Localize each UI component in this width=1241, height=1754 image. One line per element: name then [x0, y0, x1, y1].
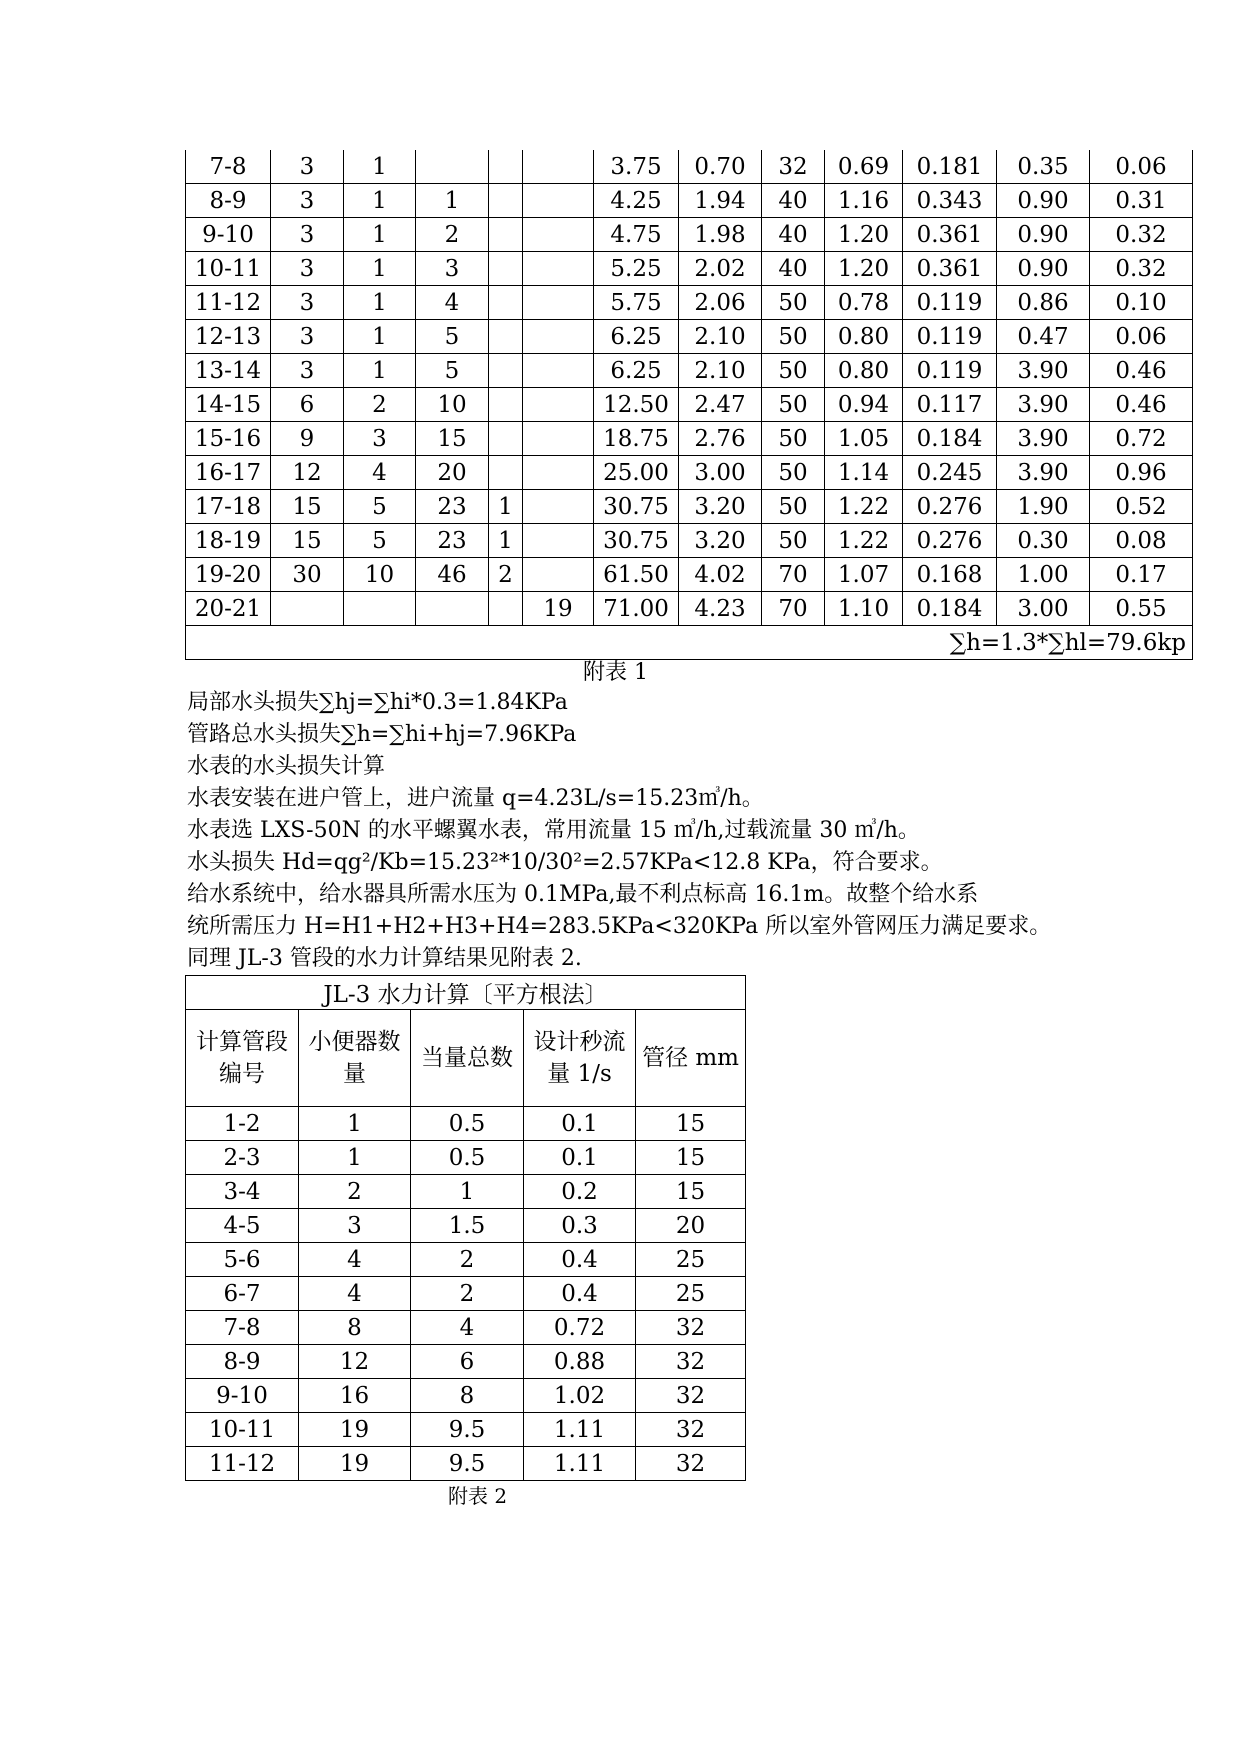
- table-cell: 3.90: [997, 354, 1090, 388]
- table-cell: 3.00: [679, 456, 762, 490]
- table-cell: 5: [416, 354, 489, 388]
- table-cell: [416, 150, 489, 184]
- table-cell: [489, 150, 523, 184]
- table-cell: 13-14: [186, 354, 271, 388]
- table-cell: 10-11: [186, 1413, 299, 1447]
- text-line: 局部水头损失∑hj=∑hi*0.3=1.84KPa: [187, 690, 568, 715]
- table-cell: 1: [299, 1141, 411, 1175]
- table-cell: 0.119: [903, 286, 997, 320]
- table-cell: 4: [416, 286, 489, 320]
- table-cell: 20-21: [186, 592, 271, 626]
- table-cell: 0.181: [903, 150, 997, 184]
- table-cell: 4: [299, 1243, 411, 1277]
- table-cell: 3.00: [997, 592, 1090, 626]
- sum-cell: ∑h=1.3*∑hl=79.6kp: [186, 626, 1193, 660]
- table-cell: [271, 592, 344, 626]
- table-cell: 0.90: [997, 218, 1090, 252]
- table-cell: 6: [271, 388, 344, 422]
- table-cell: 1.90: [997, 490, 1090, 524]
- table-cell: 2: [411, 1277, 524, 1311]
- table-cell: 9: [271, 422, 344, 456]
- table-cell: 12.50: [594, 388, 679, 422]
- table-row: [186, 1345, 746, 1379]
- table-cell: 1: [411, 1175, 524, 1209]
- table-cell: 50: [762, 524, 825, 558]
- table-row: [186, 456, 1193, 490]
- table-cell: 2.47: [679, 388, 762, 422]
- table-cell: 1: [344, 184, 416, 218]
- table-cell: 5.25: [594, 252, 679, 286]
- table-cell: 15: [271, 490, 344, 524]
- table-cell: 10-11: [186, 252, 271, 286]
- table-1-body: [186, 150, 1193, 660]
- table-cell: 0.80: [825, 320, 903, 354]
- text-line: 水表安装在进户管上，进户流量 q=4.23L/s=15.23㎥/h。: [187, 786, 764, 811]
- table-cell: 20: [636, 1209, 746, 1243]
- table-cell: 0.31: [1090, 184, 1193, 218]
- table-cell: 19: [299, 1413, 411, 1447]
- table-cell: 10: [344, 558, 416, 592]
- table-cell: 2.10: [679, 354, 762, 388]
- table-cell: 1: [344, 218, 416, 252]
- table-cell: [489, 252, 523, 286]
- table-cell: 9-10: [186, 218, 271, 252]
- table-row: [186, 1413, 746, 1447]
- table-cell: [523, 558, 594, 592]
- table-cell: 0.5: [411, 1141, 524, 1175]
- table-cell: 0.52: [1090, 490, 1193, 524]
- table-row: [186, 354, 1193, 388]
- table-cell: [344, 592, 416, 626]
- table-cell: 32: [636, 1345, 746, 1379]
- table-row: [186, 1141, 746, 1175]
- table-row: [186, 1447, 746, 1481]
- table-cell: 70: [762, 558, 825, 592]
- table-cell: 0.90: [997, 184, 1090, 218]
- table-2-body: [186, 976, 746, 1481]
- table-cell: 0.119: [903, 354, 997, 388]
- table-cell: 6.25: [594, 354, 679, 388]
- table-cell: [416, 592, 489, 626]
- table-cell: 14-15: [186, 388, 271, 422]
- table-cell: 2: [416, 218, 489, 252]
- table-cell: 0.119: [903, 320, 997, 354]
- table-cell: 15-16: [186, 422, 271, 456]
- table-cell: 50: [762, 422, 825, 456]
- table-cell: 11-12: [186, 1447, 299, 1481]
- table-cell: 23: [416, 490, 489, 524]
- table-cell: 3: [344, 422, 416, 456]
- table-cell: [489, 320, 523, 354]
- table-cell: [523, 218, 594, 252]
- table-cell: 0.86: [997, 286, 1090, 320]
- table-cell: 3: [299, 1209, 411, 1243]
- table-cell: 0.343: [903, 184, 997, 218]
- table-cell: [489, 184, 523, 218]
- table-cell: 1.94: [679, 184, 762, 218]
- table-cell: 18-19: [186, 524, 271, 558]
- table-cell: 0.276: [903, 490, 997, 524]
- table-cell: 4-5: [186, 1209, 299, 1243]
- table-cell: [489, 592, 523, 626]
- table-row: [186, 1379, 746, 1413]
- text-line: 管路总水头损失∑h=∑hi+hj=7.96KPa: [187, 722, 577, 747]
- table-row: [186, 1175, 746, 1209]
- table-cell: 2: [299, 1175, 411, 1209]
- table-2-title: JL-3 水力计算〔平方根法〕: [186, 976, 746, 1010]
- table-cell: 1: [416, 184, 489, 218]
- table-cell: 0.276: [903, 524, 997, 558]
- table-cell: 0.06: [1090, 150, 1193, 184]
- table-row: [186, 150, 1193, 184]
- table-cell: 3: [271, 150, 344, 184]
- table-cell: 6: [411, 1345, 524, 1379]
- table-cell: 0.46: [1090, 354, 1193, 388]
- table-cell: 3-4: [186, 1175, 299, 1209]
- table-cell: 0.4: [524, 1243, 636, 1277]
- table-cell: [523, 286, 594, 320]
- table-cell: 3: [271, 184, 344, 218]
- table-cell: 1-2: [186, 1107, 299, 1141]
- table-cell: 0.72: [524, 1311, 636, 1345]
- table-cell: 8: [299, 1311, 411, 1345]
- table-cell: 30.75: [594, 524, 679, 558]
- table-cell: 15: [271, 524, 344, 558]
- table-cell: 1.07: [825, 558, 903, 592]
- table-cell: 9.5: [411, 1413, 524, 1447]
- table-cell: [523, 456, 594, 490]
- table-cell: 0.168: [903, 558, 997, 592]
- table-cell: 0.80: [825, 354, 903, 388]
- table-cell: 11-12: [186, 286, 271, 320]
- table-cell: 20: [416, 456, 489, 490]
- table-cell: 5-6: [186, 1243, 299, 1277]
- table-row: [186, 1311, 746, 1345]
- table-cell: 1.02: [524, 1379, 636, 1413]
- table-cell: 0.1: [524, 1141, 636, 1175]
- table-cell: 2.10: [679, 320, 762, 354]
- table-cell: 3: [271, 320, 344, 354]
- table-2-caption: 附表 2: [448, 1484, 508, 1508]
- table-cell: 3.90: [997, 388, 1090, 422]
- table-cell: 0.2: [524, 1175, 636, 1209]
- table-cell: 0.46: [1090, 388, 1193, 422]
- table-cell: 1.05: [825, 422, 903, 456]
- table-cell: 12: [299, 1345, 411, 1379]
- table-cell: 3: [271, 286, 344, 320]
- table-cell: 25: [636, 1243, 746, 1277]
- table-cell: [523, 320, 594, 354]
- header-urinal-count: 小便器数量: [299, 1010, 411, 1107]
- table-cell: 32: [636, 1413, 746, 1447]
- table-cell: [489, 218, 523, 252]
- table-cell: 8: [411, 1379, 524, 1413]
- table-cell: [523, 184, 594, 218]
- table-cell: 1.16: [825, 184, 903, 218]
- table-cell: 1: [489, 524, 523, 558]
- table-cell: 4.25: [594, 184, 679, 218]
- table-cell: 0.94: [825, 388, 903, 422]
- table-cell: [523, 252, 594, 286]
- table-row: [186, 320, 1193, 354]
- table-cell: 0.47: [997, 320, 1090, 354]
- table-cell: 0.72: [1090, 422, 1193, 456]
- table-cell: 16: [299, 1379, 411, 1413]
- table-cell: 19-20: [186, 558, 271, 592]
- table-row: [186, 1243, 746, 1277]
- table-row: [186, 184, 1193, 218]
- table-cell: [523, 388, 594, 422]
- table-cell: 4: [344, 456, 416, 490]
- table-cell: 0.361: [903, 252, 997, 286]
- text-line: 给水系统中，给水器具所需水压为 0.1MPa,最不利点标高 16.1m。故整个给水系: [187, 882, 979, 907]
- table-1-caption: 附表 1: [583, 660, 648, 685]
- table-cell: 0.06: [1090, 320, 1193, 354]
- table-cell: 23: [416, 524, 489, 558]
- table-cell: 0.30: [997, 524, 1090, 558]
- table-cell: 0.08: [1090, 524, 1193, 558]
- table-cell: [523, 490, 594, 524]
- table-row: [186, 1107, 746, 1141]
- table-cell: 0.245: [903, 456, 997, 490]
- text-line: 水表的水头损失计算: [187, 754, 386, 779]
- table-cell: 2.76: [679, 422, 762, 456]
- table-cell: 3.75: [594, 150, 679, 184]
- table-cell: 5.75: [594, 286, 679, 320]
- table-cell: 1.5: [411, 1209, 524, 1243]
- text-line: 水表选 LXS-50N 的水平螺翼水表，常用流量 15 ㎥/h,过载流量 30 ㎥/h。: [187, 818, 920, 843]
- table-cell: 5: [344, 524, 416, 558]
- table-cell: 40: [762, 184, 825, 218]
- table-row: [186, 1277, 746, 1311]
- table-row: [186, 252, 1193, 286]
- table-cell: 2.02: [679, 252, 762, 286]
- table-cell: 15: [416, 422, 489, 456]
- table-2-header-row: [186, 1010, 746, 1107]
- table-cell: [489, 354, 523, 388]
- table-cell: 0.10: [1090, 286, 1193, 320]
- table-cell: [489, 422, 523, 456]
- table-cell: 6.25: [594, 320, 679, 354]
- table-cell: 1: [344, 150, 416, 184]
- table-cell: 2: [411, 1243, 524, 1277]
- table-cell: 50: [762, 490, 825, 524]
- table-cell: 8-9: [186, 1345, 299, 1379]
- sum-row: [186, 626, 1193, 660]
- table-cell: 46: [416, 558, 489, 592]
- table-cell: 4: [299, 1277, 411, 1311]
- table-cell: 0.88: [524, 1345, 636, 1379]
- table-cell: 8-9: [186, 184, 271, 218]
- table-cell: 32: [636, 1447, 746, 1481]
- table-row: [186, 218, 1193, 252]
- table-cell: 1: [344, 320, 416, 354]
- table-cell: 61.50: [594, 558, 679, 592]
- table-cell: 40: [762, 252, 825, 286]
- header-pipe-diameter: 管径 mm: [636, 1010, 746, 1107]
- table-cell: 2: [344, 388, 416, 422]
- table-cell: 7-8: [186, 1311, 299, 1345]
- table-row: [186, 286, 1193, 320]
- table-cell: 0.1: [524, 1107, 636, 1141]
- table-cell: 5: [416, 320, 489, 354]
- table-cell: 12-13: [186, 320, 271, 354]
- text-line: 水头损失 Hd=qg²/Kb=15.23²*10/30²=2.57KPa<12.8 KPa，符合要求。: [187, 850, 943, 875]
- table-cell: 30: [271, 558, 344, 592]
- table-cell: 50: [762, 320, 825, 354]
- table-cell: 1.00: [997, 558, 1090, 592]
- table-cell: 4.02: [679, 558, 762, 592]
- table-cell: 70: [762, 592, 825, 626]
- table-cell: 3: [416, 252, 489, 286]
- table-cell: 3: [271, 252, 344, 286]
- table-cell: 50: [762, 286, 825, 320]
- table-cell: 1.11: [524, 1413, 636, 1447]
- text-line: 同理 JL-3 管段的水力计算结果见附表 2.: [187, 946, 582, 971]
- table-cell: [523, 150, 594, 184]
- table-row: [186, 524, 1193, 558]
- table-cell: 1: [344, 286, 416, 320]
- table-cell: 4.23: [679, 592, 762, 626]
- table-cell: 7-8: [186, 150, 271, 184]
- table-cell: 0.3: [524, 1209, 636, 1243]
- table-cell: 25.00: [594, 456, 679, 490]
- table-cell: 0.78: [825, 286, 903, 320]
- table-cell: 3.90: [997, 456, 1090, 490]
- table-cell: 50: [762, 456, 825, 490]
- table-cell: 0.5: [411, 1107, 524, 1141]
- table-cell: 1: [299, 1107, 411, 1141]
- hydraulic-table-2: [185, 975, 746, 1481]
- table-cell: 0.96: [1090, 456, 1193, 490]
- table-cell: 17-18: [186, 490, 271, 524]
- table-cell: 32: [636, 1311, 746, 1345]
- table-cell: 25: [636, 1277, 746, 1311]
- table-cell: 16-17: [186, 456, 271, 490]
- table-cell: 1.11: [524, 1447, 636, 1481]
- table-row: [186, 592, 1193, 626]
- table-cell: 19: [523, 592, 594, 626]
- table-cell: 15: [636, 1107, 746, 1141]
- table-cell: 0.55: [1090, 592, 1193, 626]
- table-cell: 40: [762, 218, 825, 252]
- table-cell: 0.35: [997, 150, 1090, 184]
- table-cell: 71.00: [594, 592, 679, 626]
- table-cell: 0.90: [997, 252, 1090, 286]
- table-cell: 1.22: [825, 490, 903, 524]
- table-cell: 6-7: [186, 1277, 299, 1311]
- header-equivalent-total: 当量总数: [411, 1010, 524, 1107]
- table-cell: 4.75: [594, 218, 679, 252]
- table-cell: 1.20: [825, 218, 903, 252]
- table-cell: [523, 354, 594, 388]
- table-cell: 4: [411, 1311, 524, 1345]
- table-cell: 1.10: [825, 592, 903, 626]
- table-cell: 0.70: [679, 150, 762, 184]
- table-cell: 10: [416, 388, 489, 422]
- table-cell: 12: [271, 456, 344, 490]
- table-row: [186, 1209, 746, 1243]
- table-cell: 30.75: [594, 490, 679, 524]
- text-line: 统所需压力 H=H1+H2+H3+H4=283.5KPa<320KPa 所以室外管网压力满足要求。: [187, 914, 1052, 939]
- table-cell: 3: [271, 354, 344, 388]
- table-cell: 0.184: [903, 422, 997, 456]
- table-row: [186, 490, 1193, 524]
- table-cell: [489, 286, 523, 320]
- table-cell: 0.4: [524, 1277, 636, 1311]
- header-segment: 计算管段编号: [186, 1010, 299, 1107]
- table-cell: 50: [762, 388, 825, 422]
- table-cell: 1: [489, 490, 523, 524]
- header-design-flow: 设计秒流量 1/s: [524, 1010, 636, 1107]
- table-cell: 0.69: [825, 150, 903, 184]
- table-cell: 9.5: [411, 1447, 524, 1481]
- table-cell: 0.32: [1090, 218, 1193, 252]
- table-cell: 2: [489, 558, 523, 592]
- table-cell: 0.184: [903, 592, 997, 626]
- table-cell: [523, 524, 594, 558]
- table-cell: 3.20: [679, 524, 762, 558]
- table-cell: 32: [636, 1379, 746, 1413]
- table-cell: 0.117: [903, 388, 997, 422]
- table-row: [186, 422, 1193, 456]
- table-2-title-row: [186, 976, 746, 1010]
- table-cell: 9-10: [186, 1379, 299, 1413]
- table-cell: 3: [271, 218, 344, 252]
- table-cell: 1.22: [825, 524, 903, 558]
- table-cell: 18.75: [594, 422, 679, 456]
- table-cell: 3.90: [997, 422, 1090, 456]
- table-cell: [489, 388, 523, 422]
- table-cell: 1.14: [825, 456, 903, 490]
- table-cell: 2-3: [186, 1141, 299, 1175]
- table-cell: 32: [762, 150, 825, 184]
- table-cell: 0.32: [1090, 252, 1193, 286]
- hydraulic-table-1: [185, 150, 1193, 660]
- table-cell: 15: [636, 1141, 746, 1175]
- table-row: [186, 558, 1193, 592]
- table-row: [186, 388, 1193, 422]
- table-cell: 0.17: [1090, 558, 1193, 592]
- table-cell: 15: [636, 1175, 746, 1209]
- table-cell: [489, 456, 523, 490]
- table-cell: 2.06: [679, 286, 762, 320]
- table-cell: 0.361: [903, 218, 997, 252]
- table-cell: 1: [344, 354, 416, 388]
- table-cell: 19: [299, 1447, 411, 1481]
- table-cell: 5: [344, 490, 416, 524]
- table-cell: 3.20: [679, 490, 762, 524]
- table-cell: [523, 422, 594, 456]
- table-cell: 1: [344, 252, 416, 286]
- table-cell: 1.20: [825, 252, 903, 286]
- table-cell: 50: [762, 354, 825, 388]
- table-cell: 1.98: [679, 218, 762, 252]
